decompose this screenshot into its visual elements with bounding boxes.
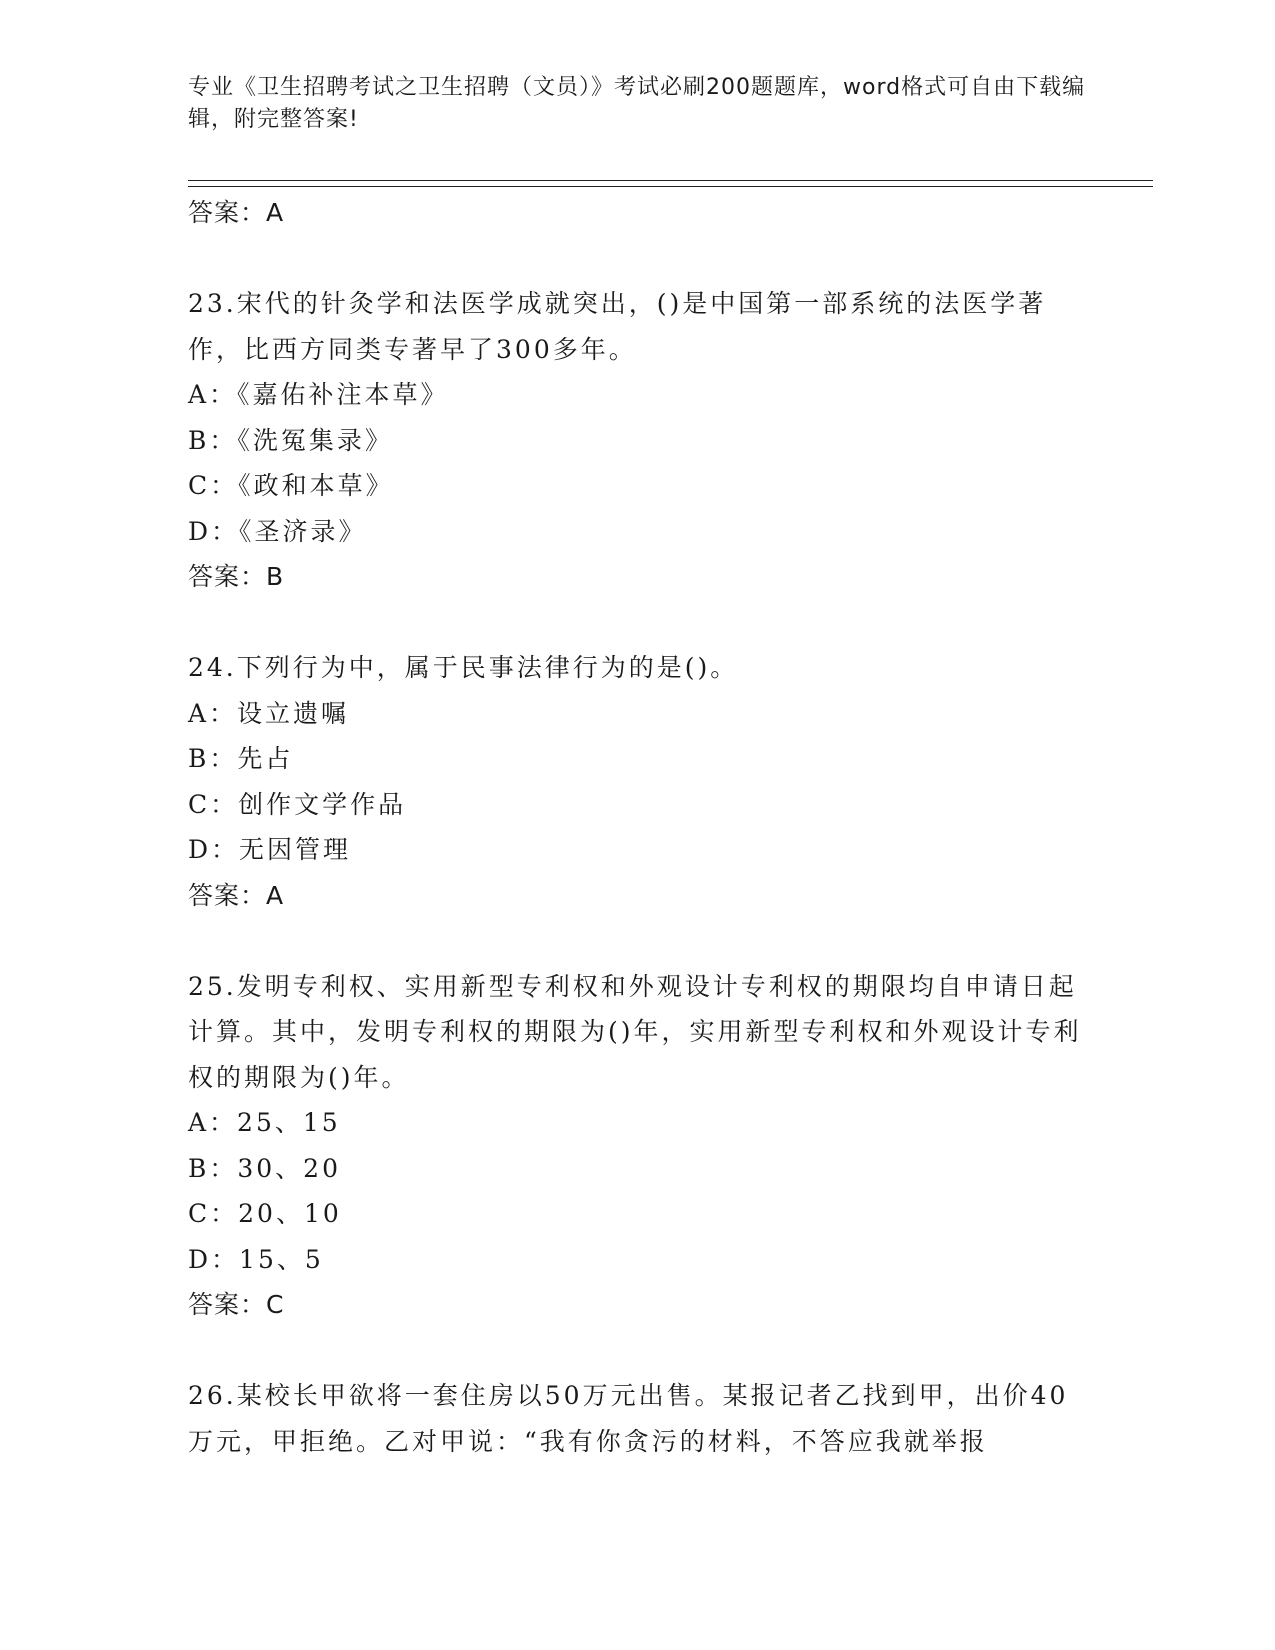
option-c: C：20、10 (188, 1199, 342, 1228)
option-d: D：《圣济录》 (188, 516, 367, 546)
answer-24: 答案：A (188, 880, 285, 910)
spacer (188, 919, 1088, 964)
answer-23: 答案：B (188, 562, 285, 591)
option-b: B：《洗冤集录》 (188, 425, 393, 455)
header-rule (188, 180, 1153, 181)
question-text: 23.宋代的针灸学和法医学成就突出，()是中国第一部系统的法医学著作，比西方同类专著早了300多年。 (188, 289, 1047, 364)
answer-22: 答案：A (188, 198, 285, 227)
spacer (188, 1328, 1088, 1373)
option-c: C：《政和本草》 (188, 471, 394, 500)
header-rule-double (188, 186, 1153, 187)
question-24 (188, 645, 1088, 919)
option-c: C：创作文学作品 (188, 789, 407, 819)
question-text: 26.某校长甲欲将一套住房以50万元出售。某报记者乙找到甲，出价40万元，甲拒绝。乙对甲说：“我有你贪污的材料，不答应我就举报 (188, 1381, 1069, 1456)
document-header (188, 72, 1088, 136)
answer-25: 答案：C (188, 1290, 285, 1319)
question-25 (188, 964, 1088, 1329)
option-b: B：30、20 (188, 1153, 341, 1183)
option-a: A：设立遗嘱 (188, 698, 350, 728)
document-body (188, 190, 1088, 1464)
question-23 (188, 281, 1088, 600)
spacer (188, 236, 1088, 281)
option-d: D：无因管理 (188, 835, 352, 864)
question-text: 24.下列行为中，属于民事法律行为的是()。 (188, 653, 739, 682)
question-text: 25.发明专利权、实用新型专利权和外观设计专利权的期限均自申请日起计算。其中，发明专利权的期限为()年，实用新型专利权和外观设计专利权的期限为()年。 (188, 971, 1082, 1092)
header-text: 专业《卫生招聘考试之卫生招聘（文员）》考试必刷200题题库，word格式可自由下载编辑，附完整答案! (188, 75, 1086, 132)
option-a: A：25、15 (188, 1108, 341, 1137)
option-d: D：15、5 (188, 1244, 324, 1274)
option-b: B：先占 (188, 744, 294, 773)
question-26 (188, 1373, 1088, 1464)
option-a: A：《嘉佑补注本草》 (188, 380, 449, 409)
spacer (188, 600, 1088, 645)
